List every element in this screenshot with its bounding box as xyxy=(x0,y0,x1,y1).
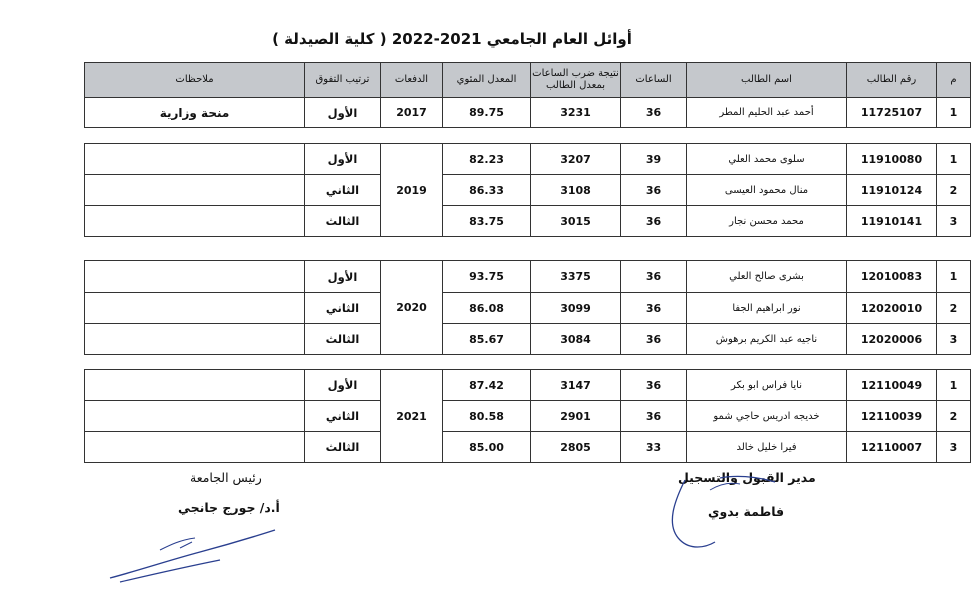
cell-hours: 36 xyxy=(621,261,687,293)
cell-student-name: ناجيه عبد الكريم برهوش xyxy=(687,324,847,355)
cell-index: 3 xyxy=(937,324,971,355)
cell-note xyxy=(85,324,305,355)
cell-rank: الأول xyxy=(305,144,381,175)
cell-student-name: بشرى صالح العلي xyxy=(687,261,847,293)
cell-index: 1 xyxy=(937,370,971,401)
cell-student-name: أحمد عبد الحليم المطر xyxy=(687,98,847,128)
cell-gpa: 93.75 xyxy=(443,261,531,293)
col-header-student-name: اسم الطالب xyxy=(687,63,847,98)
cell-index: 2 xyxy=(937,293,971,324)
cell-student-id: 11910141 xyxy=(847,206,937,237)
cell-student-name: محمد محسن نجار xyxy=(687,206,847,237)
cell-score: 3099 xyxy=(531,293,621,324)
cell-hours: 36 xyxy=(621,206,687,237)
batch-table-2021 xyxy=(84,369,971,463)
cell-note xyxy=(85,370,305,401)
cell-note xyxy=(85,261,305,293)
cell-gpa: 82.23 xyxy=(443,144,531,175)
registrar-name: فاطمة بدوي xyxy=(708,504,785,519)
cell-note xyxy=(85,293,305,324)
cell-rank: الثاني xyxy=(305,293,381,324)
cell-hours: 39 xyxy=(621,144,687,175)
cell-note: منحة وزارية xyxy=(85,98,305,128)
table-row xyxy=(85,324,971,355)
cell-rank: الثالث xyxy=(305,206,381,237)
cell-score: 2901 xyxy=(531,401,621,432)
cell-student-id: 11725107 xyxy=(847,98,937,128)
cell-student-name: فيرا خليل خالد xyxy=(687,432,847,463)
col-header-notes: ملاحظات xyxy=(85,63,305,98)
cell-index: 2 xyxy=(937,401,971,432)
table-row xyxy=(85,206,971,237)
university-president-name: أ.د/ جورج جانجي xyxy=(178,500,280,515)
cell-rank: الثاني xyxy=(305,175,381,206)
col-header-batch: الدفعات xyxy=(381,63,443,98)
col-header-hours: الساعات xyxy=(621,63,687,98)
registrar-title: مدير القبول والتسجيل xyxy=(678,470,816,485)
cell-student-id: 12010083 xyxy=(847,261,937,293)
cell-gpa: 85.00 xyxy=(443,432,531,463)
cell-index: 1 xyxy=(937,144,971,175)
cell-student-name: نور ابراهيم الجفا xyxy=(687,293,847,324)
table-row xyxy=(85,293,971,324)
col-header-index: م xyxy=(937,63,971,98)
table-row xyxy=(85,144,971,175)
table-row xyxy=(85,261,971,293)
cell-index: 1 xyxy=(937,261,971,293)
cell-gpa: 80.58 xyxy=(443,401,531,432)
cell-gpa: 85.67 xyxy=(443,324,531,355)
cell-score: 3015 xyxy=(531,206,621,237)
cell-score: 3147 xyxy=(531,370,621,401)
table-row xyxy=(85,401,971,432)
cell-gpa: 86.08 xyxy=(443,293,531,324)
table-row xyxy=(85,432,971,463)
cell-rank: الثالث xyxy=(305,432,381,463)
col-header-score: نتيجة ضرب الساعات بمعدل الطالب xyxy=(531,63,621,98)
cell-student-name: خديجه ادريس حاجي شمو xyxy=(687,401,847,432)
university-president-title: رئيس الجامعة xyxy=(190,470,262,485)
cell-student-id: 12110007 xyxy=(847,432,937,463)
cell-score: 2805 xyxy=(531,432,621,463)
president-signature xyxy=(100,520,290,590)
cell-rank: الثالث xyxy=(305,324,381,355)
cell-student-id: 12020010 xyxy=(847,293,937,324)
table-row xyxy=(85,98,971,128)
cell-score: 3375 xyxy=(531,261,621,293)
batch-table-2019 xyxy=(84,143,971,237)
cell-note xyxy=(85,175,305,206)
cell-note xyxy=(85,206,305,237)
cell-rank: الأول xyxy=(305,370,381,401)
cell-index: 2 xyxy=(937,175,971,206)
cell-gpa: 83.75 xyxy=(443,206,531,237)
col-header-student-id: رقم الطالب xyxy=(847,63,937,98)
cell-rank: الأول xyxy=(305,98,381,128)
cell-gpa: 89.75 xyxy=(443,98,531,128)
cell-gpa: 86.33 xyxy=(443,175,531,206)
cell-note xyxy=(85,401,305,432)
cell-hours: 33 xyxy=(621,432,687,463)
cell-index: 3 xyxy=(937,206,971,237)
cell-batch: 2017 xyxy=(381,98,443,128)
header-table xyxy=(84,62,971,128)
cell-student-id: 12110039 xyxy=(847,401,937,432)
table-row xyxy=(85,370,971,401)
cell-hours: 36 xyxy=(621,98,687,128)
cell-rank: الأول xyxy=(305,261,381,293)
cell-hours: 36 xyxy=(621,370,687,401)
cell-hours: 36 xyxy=(621,324,687,355)
cell-score: 3084 xyxy=(531,324,621,355)
cell-score: 3231 xyxy=(531,98,621,128)
cell-student-id: 11910080 xyxy=(847,144,937,175)
cell-batch: 2020 xyxy=(381,261,443,355)
cell-batch: 2019 xyxy=(381,144,443,237)
table-row xyxy=(85,175,971,206)
col-header-rank: ترتيب التفوق xyxy=(305,63,381,98)
cell-batch: 2021 xyxy=(381,370,443,463)
cell-note xyxy=(85,432,305,463)
cell-score: 3108 xyxy=(531,175,621,206)
table-header-row xyxy=(85,63,971,98)
cell-index: 1 xyxy=(937,98,971,128)
cell-hours: 36 xyxy=(621,401,687,432)
cell-hours: 36 xyxy=(621,293,687,324)
cell-student-name: نايا فراس ابو بكر xyxy=(687,370,847,401)
cell-student-name: منال محمود العيسى xyxy=(687,175,847,206)
cell-index: 3 xyxy=(937,432,971,463)
registrar-signature xyxy=(660,470,790,560)
page-title: أوائل العام الجامعي 2021-2022 ( كلية الصيدلة ) xyxy=(272,30,632,48)
cell-student-id: 12020006 xyxy=(847,324,937,355)
batch-table-2020 xyxy=(84,260,971,355)
cell-student-id: 11910124 xyxy=(847,175,937,206)
cell-hours: 36 xyxy=(621,175,687,206)
cell-gpa: 87.42 xyxy=(443,370,531,401)
cell-note xyxy=(85,144,305,175)
cell-rank: الثاني xyxy=(305,401,381,432)
cell-student-name: سلوى محمد العلي xyxy=(687,144,847,175)
cell-score: 3207 xyxy=(531,144,621,175)
cell-student-id: 12110049 xyxy=(847,370,937,401)
col-header-gpa: المعدل المئوي xyxy=(443,63,531,98)
